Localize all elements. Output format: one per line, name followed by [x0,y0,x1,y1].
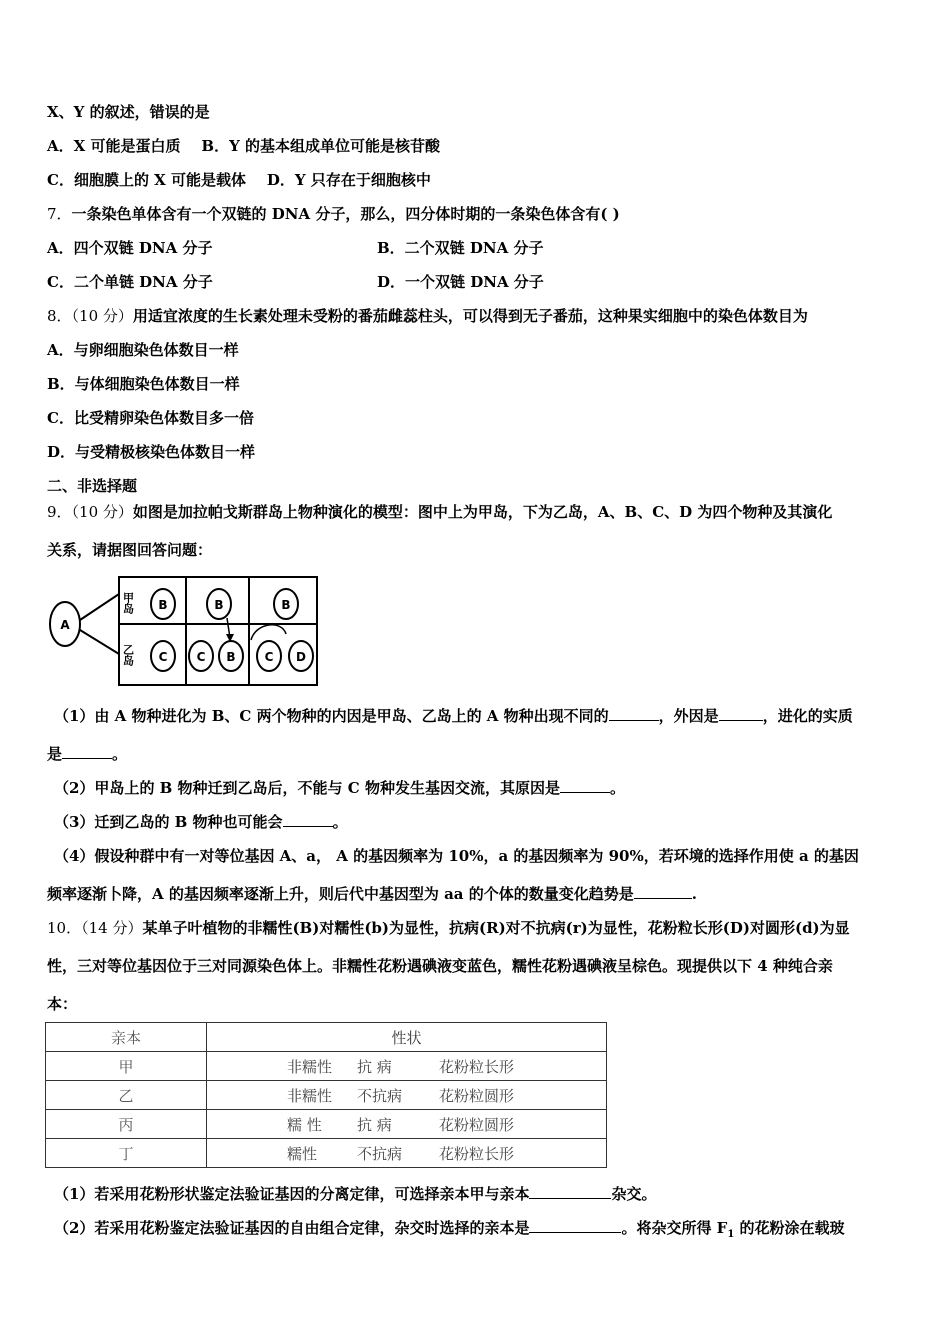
q9-blank-3[interactable] [62,744,112,759]
label-b-2: B [214,598,224,612]
q8-option-c[interactable]: C．比受精卵染色体数目多一倍 [47,409,254,427]
q10-stem-line2: 性，三对等位基因位于三对同源染色体上。非糯性花粉遇碘液变蓝色，糯性花粉遇碘液呈棕色。现提供以下 4 种纯合亲 [47,957,833,975]
label-b-1: B [158,598,168,612]
q9-part1-line1 [54,706,853,726]
q6-stem-tail: X、Y 的叙述，错误的是 [47,103,210,121]
q9-stem-line1 [47,502,832,522]
q7-option-b[interactable]: B．二个双链 DNA 分子 [377,239,544,257]
branch-to-bottom [80,630,119,654]
q9-part1-text-c: ，进化的实质 [762,707,853,725]
label-c-3: C [264,650,274,664]
table-header-row [46,1023,607,1052]
q7-number: 7． [47,205,72,223]
q9-number: 9．（10 分） [47,503,133,521]
label-a: A [60,618,70,632]
q9-blank-4[interactable] [560,778,610,793]
q10-blank-1[interactable] [529,1184,611,1199]
q9-blank-6[interactable] [634,884,692,899]
label-c-1: C [158,650,168,664]
table-row [46,1110,607,1139]
q10-stem-line1 [47,918,850,938]
q9-blank-2[interactable] [719,706,763,721]
table-row [46,1081,607,1110]
q8-option-b[interactable]: B．与体细胞染色体数目一样 [47,375,240,393]
row-traits: 糯性 不抗病 花粉粒长形 [207,1139,607,1168]
label-d: D [296,650,306,664]
q8-stem [47,306,808,326]
q7-stem-text: 一条染色单体含有一个双链的 DNA 分子，那么，四分体时期的一条染色体含有( ) [71,205,620,223]
row-parent: 丁 [46,1139,207,1168]
header-parent: 亲本 [46,1023,207,1052]
q10-part2 [54,1218,845,1245]
q9-part1-text-b: ，外因是 [658,707,719,725]
row-parent: 乙 [46,1081,207,1110]
q9-part3 [54,812,348,832]
q7-option-c[interactable]: C．二个单链 DNA 分子 [47,273,213,291]
q9-part4-line1: （4）假设种群中有一对等位基因 A、a， A 的基因频率为 10%，a 的基因频率为 90%，若环境的选择作用使 a 的基因 [54,847,859,865]
q9-part1-line2 [47,744,127,764]
evolution-arc [251,625,286,640]
q7-option-d[interactable]: D．一个双链 DNA 分子 [377,273,544,291]
q10-part1 [54,1184,656,1204]
q7-stem [47,204,620,224]
q9-blank-1[interactable] [609,706,659,721]
island-top-label: 甲岛 [121,592,135,614]
header-trait: 性状 [207,1023,607,1052]
row-parent: 甲 [46,1052,207,1081]
q10-part2-mid: 。将杂交所得 F [621,1219,728,1237]
q8-option-a[interactable]: A．与卵细胞染色体数目一样 [47,341,239,359]
q9-part4-text: 频率逐渐卜降，A 的基因频率逐渐上升，则后代中基因型为 aa 的个体的数量变化趋势是 [47,885,634,903]
q8-number: 8．（10 分） [47,307,133,325]
q9-part2-text: （2）甲岛上的 B 物种迁到乙岛后，不能与 C 物种发生基因交流，其原因是 [54,779,560,797]
island-evolution-diagram [44,572,324,690]
q9-part1-text-e: 。 [112,745,128,763]
q10-part2-text: （2）若采用花粉鉴定法验证基因的自由组合定律，杂交时选择的亲本是 [54,1219,530,1237]
q10-number: 10．（14 分） [47,919,143,937]
q9-part2-end: 。 [609,779,625,797]
q9-part4-line2 [47,884,697,904]
row-parent: 丙 [46,1110,207,1139]
q10-part1-text: （1）若采用花粉形状鉴定法验证基因的分离定律，可选择亲本甲与亲本 [54,1185,530,1203]
q10-part2-end: 的花粉涂在载玻 [734,1219,845,1237]
branch-to-top [80,594,119,620]
q10-part1-end: 杂交。 [611,1185,657,1203]
table-row [46,1139,607,1168]
row-traits: 非糯性 不抗病 花粉粒圆形 [207,1081,607,1110]
q10-part2-subscript: 1 [727,1229,735,1240]
q9-stem-line2: 关系，请据图回答问题： [47,541,213,559]
q8-stem-text: 用适宜浓度的生长素处理未受粉的番茄雌蕊柱头，可以得到无子番茄，这种果实细胞中的染色体数目为 [132,307,808,325]
section-heading: 二、非选择题 [47,477,138,495]
table-row [46,1052,607,1081]
q9-part4-end: . [691,885,697,903]
label-c-2: C [196,650,206,664]
q6-option-d[interactable]: D．Y 只存在于细胞核中 [266,171,431,189]
q7-option-a[interactable]: A．四个双链 DNA 分子 [47,239,213,257]
q9-part2 [54,778,625,798]
q6-option-a[interactable]: A．X 可能是蛋白质 [47,137,181,155]
diagram-frame [119,577,317,685]
q10-stem-text: 某单子叶植物的非糯性(B)对糯性(b)为显性，抗病(R)对不抗病(r)为显性，花粉粒长形(D)对圆形(d)为显 [142,919,850,937]
label-b-4: B [226,650,236,664]
row-traits: 非糯性 抗 病 花粉粒长形 [207,1052,607,1081]
q9-stem-text: 如图是加拉帕戈斯群岛上物种演化的模型：图中上为甲岛，下为乙岛，A、B、C、D 为四个物种及其演化 [132,503,833,521]
q10-stem-line3: 本： [47,995,78,1013]
row-traits: 糯 性 抗 病 花粉粒圆形 [207,1110,607,1139]
q6-option-b[interactable]: B．Y 的基本组成单位可能是核苷酸 [201,137,441,155]
q9-blank-5[interactable] [283,812,333,827]
q8-option-d[interactable]: D．与受精极核染色体数目一样 [47,443,256,461]
label-b-3: B [281,598,291,612]
q6-options-cd [47,170,431,190]
island-bottom-label: 乙岛 [121,644,135,666]
q9-part1-text-d: 是 [47,745,63,763]
q9-part3-end: 。 [332,813,348,831]
q9-part1-text-a: （1）由 A 物种进化为 B、C 两个物种的内因是甲岛、乙岛上的 A 物种出现不同的 [54,707,609,725]
parent-traits-table [45,1022,607,1162]
q6-option-c[interactable]: C．细胞膜上的 X 可能是载体 [47,171,247,189]
q10-blank-2[interactable] [529,1218,621,1233]
q9-part3-text: （3）迁到乙岛的 B 物种也可能会 [54,813,283,831]
q6-options-ab [47,136,440,156]
